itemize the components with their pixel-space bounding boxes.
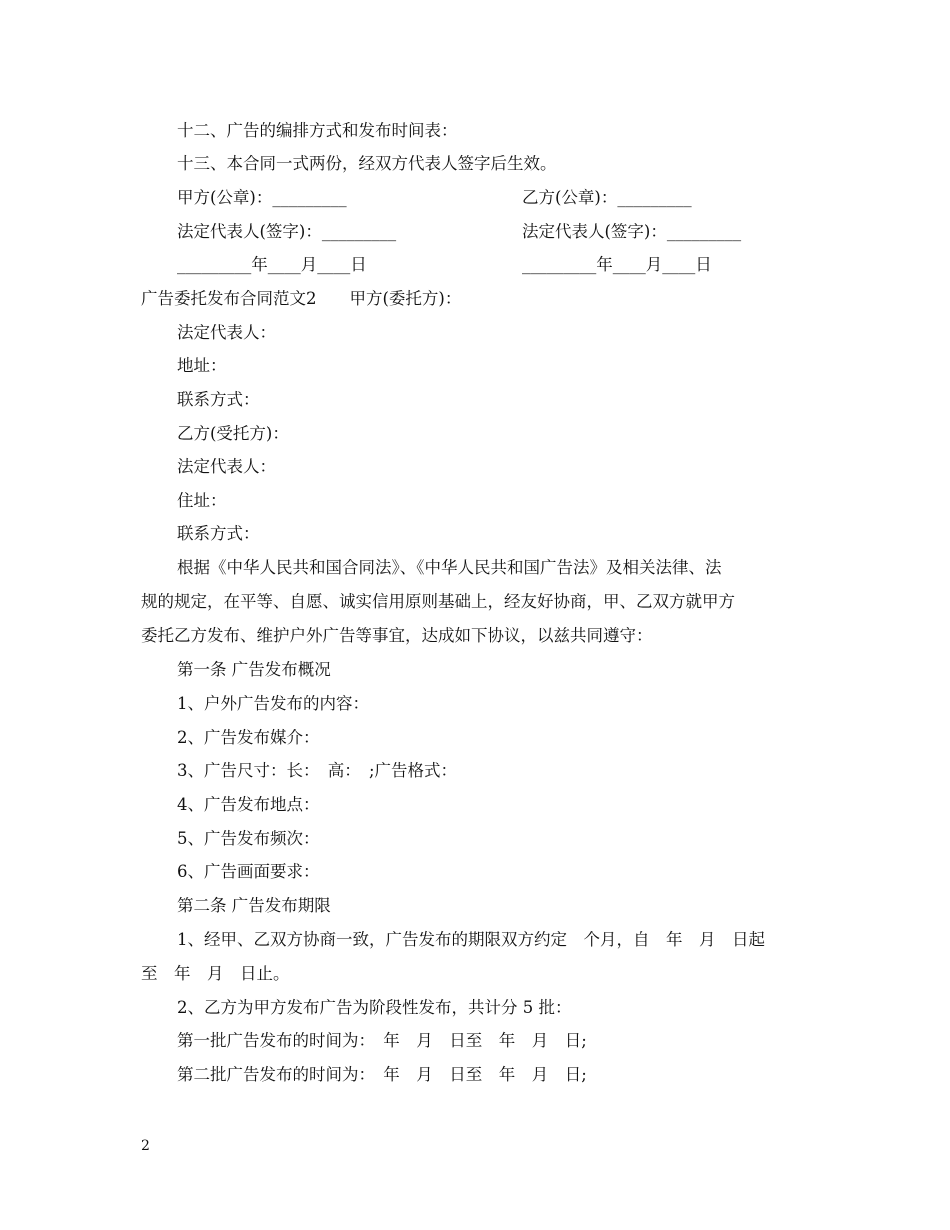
article-1-item-2: 2、广告发布媒介：	[177, 728, 320, 747]
party-b-seal-field: 乙方(公章)：_________	[522, 188, 692, 207]
party-b-date-field: _________年____月____日	[522, 255, 712, 274]
article-2-item-2: 2、乙方为甲方发布广告为阶段性发布，共计分 5 批：	[177, 998, 572, 1017]
article-1-item-6: 6、广告画面要求：	[177, 862, 320, 881]
preamble-line-2: 规的规定，在平等、自愿、诚实信用原则基础上，经友好协商，甲、乙双方就甲方	[141, 592, 735, 611]
preamble-line-3: 委托乙方发布、维护户外广告等事宜，达成如下协议，以兹共同遵守：	[141, 626, 653, 645]
party-a-contact-label: 联系方式：	[177, 390, 260, 409]
clause-12-text: 十二、广告的编排方式和发布时间表：	[177, 121, 458, 140]
article-1-item-5: 5、广告发布频次：	[177, 829, 320, 848]
article-1-item-3: 3、广告尺寸：长： 高： ;广告格式：	[177, 761, 458, 780]
article-1-item-1: 1、户外广告发布的内容：	[177, 694, 369, 713]
batch-1-schedule: 第一批广告发布的时间为： 年 月 日至 年 月 日;	[177, 1031, 587, 1050]
article-1-item-4: 4、广告发布地点：	[177, 795, 320, 814]
article-2-item-1-line-2: 至 年 月 日止。	[141, 964, 290, 983]
article-1-heading: 第一条 广告发布概况	[177, 660, 331, 679]
party-a-address-label: 地址：	[177, 356, 227, 375]
contract-template-heading: 广告委托发布合同范文2 甲方(委托方)：	[141, 289, 462, 308]
clause-13-text: 十三、本合同一式两份，经双方代表人签字后生效。	[177, 154, 557, 173]
party-a-date-field: _________年____月____日	[177, 255, 367, 274]
article-2-heading: 第二条 广告发布期限	[177, 896, 331, 915]
party-a-seal-field: 甲方(公章)：_________	[177, 188, 347, 207]
party-b-address-label: 住址：	[177, 491, 227, 510]
party-b-representative-signature: 法定代表人(签字)：_________	[522, 222, 742, 241]
article-2-item-1-line-1: 1、经甲、乙双方协商一致，广告发布的期限双方约定 个月，自 年 月 日起	[177, 930, 765, 949]
party-b-contact-label: 联系方式：	[177, 524, 260, 543]
party-a-representative-signature: 法定代表人(签字)：_________	[177, 222, 397, 241]
batch-2-schedule: 第二批广告发布的时间为： 年 月 日至 年 月 日;	[177, 1065, 587, 1084]
party-a-representative-label: 法定代表人：	[177, 323, 276, 342]
party-b-label: 乙方(受托方)：	[177, 424, 289, 443]
page-number: 2	[141, 1138, 150, 1154]
preamble-line-1: 根据《中华人民共和国合同法》、《中华人民共和国广告法》及相关法律、法	[177, 558, 722, 577]
party-b-representative-label: 法定代表人：	[177, 457, 276, 476]
